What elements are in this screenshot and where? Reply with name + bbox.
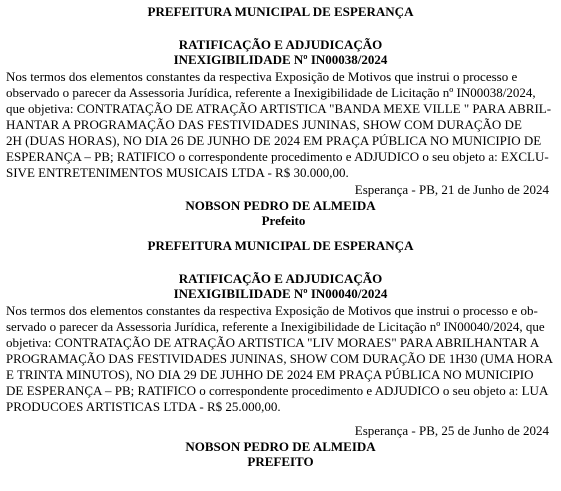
place-date: Esperança - PB, 21 de Junho de 2024: [354, 182, 549, 197]
municipality-header: PREFEITURA MUNICIPAL DE ESPERANÇA: [147, 4, 414, 19]
body-line: PROGRAMAÇÃO DAS FESTIVIDADES JUNINAS, SHOW COM DURAÇÃO DE 1H30 (UMA HORA: [6, 352, 553, 366]
body-line: Nos termos dos elementos constantes da respectiva Exposição de Motivos que instrui o processo e ob-: [6, 303, 538, 318]
signer-name: NOBSON PEDRO DE ALMEIDA: [185, 198, 376, 213]
body-line: objetiva: CONTRATAÇÃO DE ATRAÇÃO ARTISTICA "LIV MORAES" PARA ABRILHANTAR A: [6, 335, 540, 350]
body-line: E TRINTA MINUTOS), NO DIA 29 DE JUHHO DE 2024 EM PRAÇA PÚBLICA NO MUNICIPIO: [6, 367, 534, 382]
body-line: Nos termos dos elementos constantes da respectiva Exposição de Motivos que instrui o processo e: [6, 69, 518, 84]
body-line: SIVE ENTRETENIMENTOS MUSICAIS LTDA - R$ 30.000,00.: [6, 165, 349, 180]
notice-subtitle: INEXIGIBILIDADE Nº IN00040/2024: [173, 286, 388, 301]
signer-role: Prefeito: [261, 213, 306, 228]
notice-body: [0, 69, 561, 181]
signer-name: NOBSON PEDRO DE ALMEIDA: [185, 439, 376, 454]
body-line: HANTAR A PROGRAMAÇÃO DAS FESTIVIDADES JUNINAS, SHOW COM DURAÇÃO DE: [6, 117, 522, 132]
notice-1: [0, 4, 561, 228]
municipality-header: PREFEITURA MUNICIPAL DE ESPERANÇA: [147, 238, 414, 253]
body-line: 2H (DUAS HORAS), NO DIA 26 DE JUNHO DE 2024 EM PRAÇA PÚBLICA NO MUNICIPIO DE: [6, 133, 542, 148]
body-line: servado o parecer da Assessoria Jurídica, referente a Inexigibilidade de Licitação nº IN00040/2024, que: [6, 319, 545, 334]
body-line: DE ESPERANÇA – PB; RATIFICO o correspondente procedimento e ADJUDICO o seu objeto a: LUA: [6, 383, 549, 398]
place-date: Esperança - PB, 25 de Junho de 2024: [354, 423, 549, 438]
body-line: que objetiva: CONTRATAÇÃO DE ATRAÇÃO ARTISTICA "BANDA MEXE VILLE " PARA ABRIL-: [6, 101, 552, 116]
body-line: PRODUCOES ARTISTICAS LTDA - R$ 25.000,00.: [6, 399, 281, 414]
notice-subtitle: INEXIGIBILIDADE Nº IN00038/2024: [173, 52, 388, 67]
notice-body: [0, 303, 561, 415]
body-line: ESPERANÇA – PB; RATIFICO o correspondente procedimento e ADJUDICO o seu objeto a: EXCLU-: [6, 149, 549, 164]
notice-2: [0, 238, 561, 469]
signer-role: PREFEITO: [247, 454, 314, 469]
notice-title: RATIFICAÇÃO E ADJUDICAÇÃO: [178, 271, 383, 286]
notice-title: RATIFICAÇÃO E ADJUDICAÇÃO: [178, 37, 383, 52]
body-line: observado o parecer da Assessoria Jurídica, referente a Inexigibilidade de Licitação nº IN00038/2024,: [6, 85, 536, 100]
